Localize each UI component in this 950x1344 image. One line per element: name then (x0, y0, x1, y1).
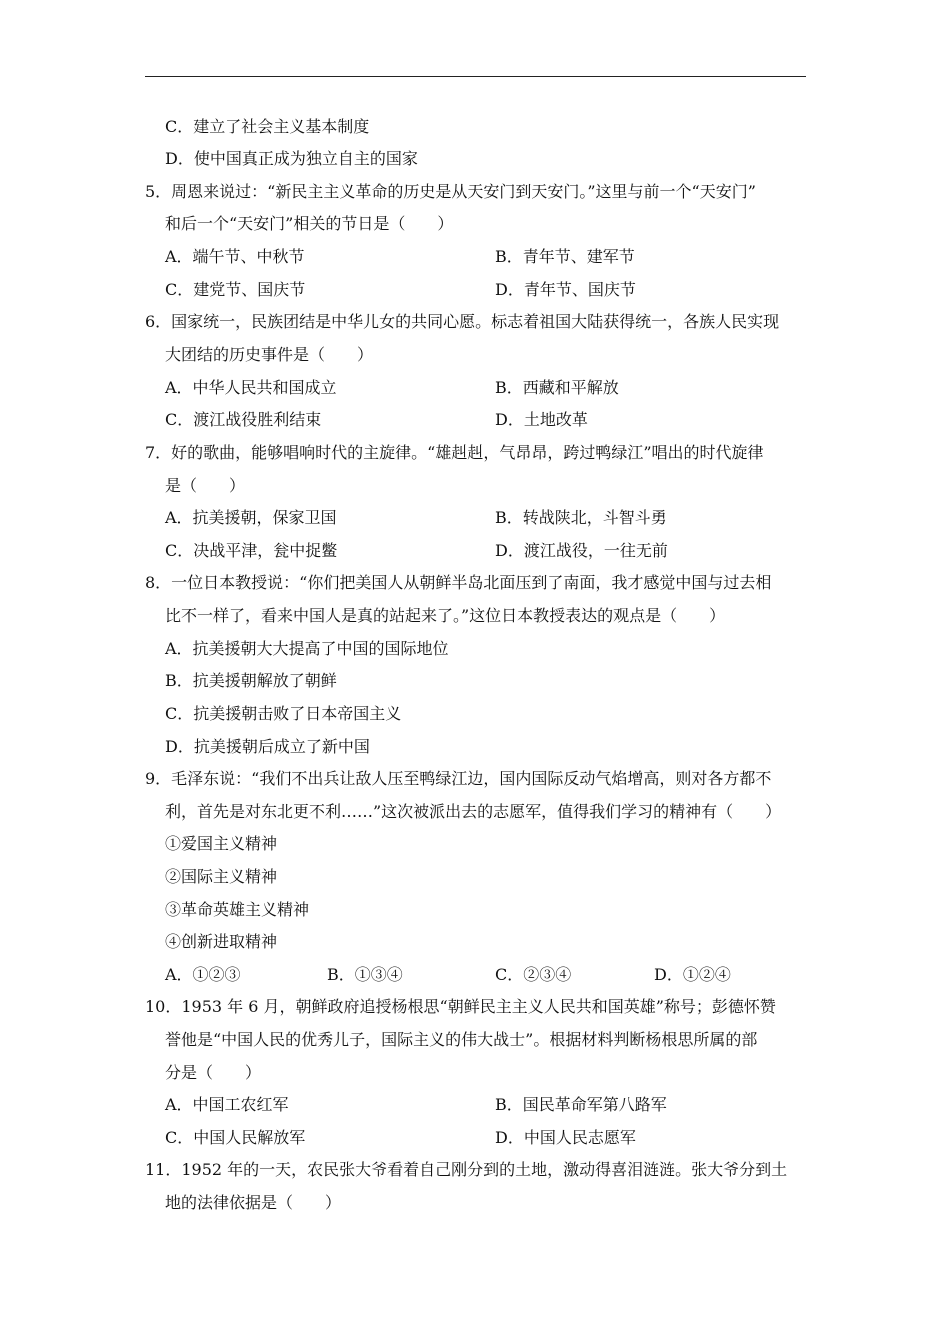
q7-option-a[interactable]: A．抗美援朝，保家卫国 (165, 508, 337, 527)
q9-item-1: ①爱国主义精神 (165, 834, 278, 853)
q5-stem-line1: 5．周恩来说过：“新民主主义革命的历史是从天安门到天安门。”这里与前一个“天安门” (145, 182, 756, 201)
q8-option-b[interactable]: B．抗美援朝解放了朝鲜 (165, 671, 337, 690)
q11-stem-line2: 地的法律依据是（ ） (165, 1193, 342, 1212)
q7-stem-line2: 是（ ） (165, 476, 246, 495)
q9-option-b[interactable]: B．①③④ (327, 965, 403, 984)
q6-stem-line1: 6．国家统一，民族团结是中华儿女的共同心愿。标志着祖国大陆获得统一，各族人民实现 (145, 312, 780, 331)
q10-option-d[interactable]: D．中国人民志愿军 (495, 1128, 636, 1147)
q9-option-a[interactable]: A．①②③ (165, 965, 241, 984)
q9-item-2: ②国际主义精神 (165, 867, 278, 886)
q10-option-b[interactable]: B．国民革命军第八路军 (495, 1095, 667, 1114)
q5-option-b[interactable]: B．青年节、建军节 (495, 247, 635, 266)
q6-stem-line2: 大团结的历史事件是（ ） (165, 345, 374, 364)
q7-option-b[interactable]: B．转战陕北，斗智斗勇 (495, 508, 667, 527)
q6-option-b[interactable]: B．西藏和平解放 (495, 378, 619, 397)
q7-option-d[interactable]: D．渡江战役，一往无前 (495, 541, 668, 560)
q10-option-c[interactable]: C．中国人民解放军 (165, 1128, 306, 1147)
q5-option-d[interactable]: D．青年节、国庆节 (495, 280, 636, 299)
q8-option-a[interactable]: A．抗美援朝大大提高了中国的国际地位 (165, 639, 449, 658)
q7-stem-line1: 7．好的歌曲，能够唱响时代的主旋律。“雄赳赳，气昂昂，跨过鸭绿江”唱出的时代旋律 (145, 443, 764, 462)
header-rule (145, 76, 806, 77)
q10-stem-line1: 10．1953 年 6 月，朝鲜政府追授杨根思“朝鲜民主主义人民共和国英雄”称号；彭德怀赞 (145, 997, 776, 1016)
q10-option-a[interactable]: A．中国工农红军 (165, 1095, 289, 1114)
q9-item-4: ④创新进取精神 (165, 932, 278, 951)
q5-option-a[interactable]: A．端午节、中秋节 (165, 247, 305, 266)
q10-stem-line3: 分是（ ） (165, 1063, 262, 1082)
q8-option-c[interactable]: C．抗美援朝击败了日本帝国主义 (165, 704, 402, 723)
q8-stem-line1: 8．一位日本教授说：“你们把美国人从朝鲜半岛北面压到了南面，我才感觉中国与过去相 (145, 573, 772, 592)
q9-option-d[interactable]: D．①②④ (654, 965, 731, 984)
q7-option-c[interactable]: C．决战平津，瓮中捉鳖 (165, 541, 338, 560)
q5-stem-line2: 和后一个“天安门”相关的节日是（ ） (165, 214, 454, 233)
q8-stem-line2: 比不一样了，看来中国人是真的站起来了。”这位日本教授表达的观点是（ ） (165, 606, 726, 625)
q8-option-d[interactable]: D．抗美援朝后成立了新中国 (165, 737, 370, 756)
q9-option-c[interactable]: C．②③④ (495, 965, 572, 984)
q9-item-3: ③革命英雄主义精神 (165, 900, 310, 919)
q6-option-a[interactable]: A．中华人民共和国成立 (165, 378, 337, 397)
q9-stem-line1: 9．毛泽东说：“我们不出兵让敌人压至鸭绿江边，国内国际反动气焰增高，则对各方都不 (145, 769, 772, 788)
q4-option-d[interactable]: D．使中国真正成为独立自主的国家 (165, 149, 418, 168)
q5-option-c[interactable]: C．建党节、国庆节 (165, 280, 306, 299)
q6-option-d[interactable]: D．土地改革 (495, 410, 588, 429)
q10-stem-line2: 誉他是“中国人民的优秀儿子，国际主义的伟大战士”。根据材料判断杨根思所属的部 (165, 1030, 758, 1049)
q11-stem-line1: 11．1952 年的一天，农民张大爷看着自己刚分到的土地，激动得喜泪涟涟。张大爷分到土 (145, 1160, 788, 1179)
q4-option-c[interactable]: C．建立了社会主义基本制度 (165, 117, 370, 136)
q9-stem-line2: 利，首先是对东北更不利……”这次被派出去的志愿军，值得我们学习的精神有（ ） (165, 802, 782, 821)
q6-option-c[interactable]: C．渡江战役胜利结束 (165, 410, 322, 429)
